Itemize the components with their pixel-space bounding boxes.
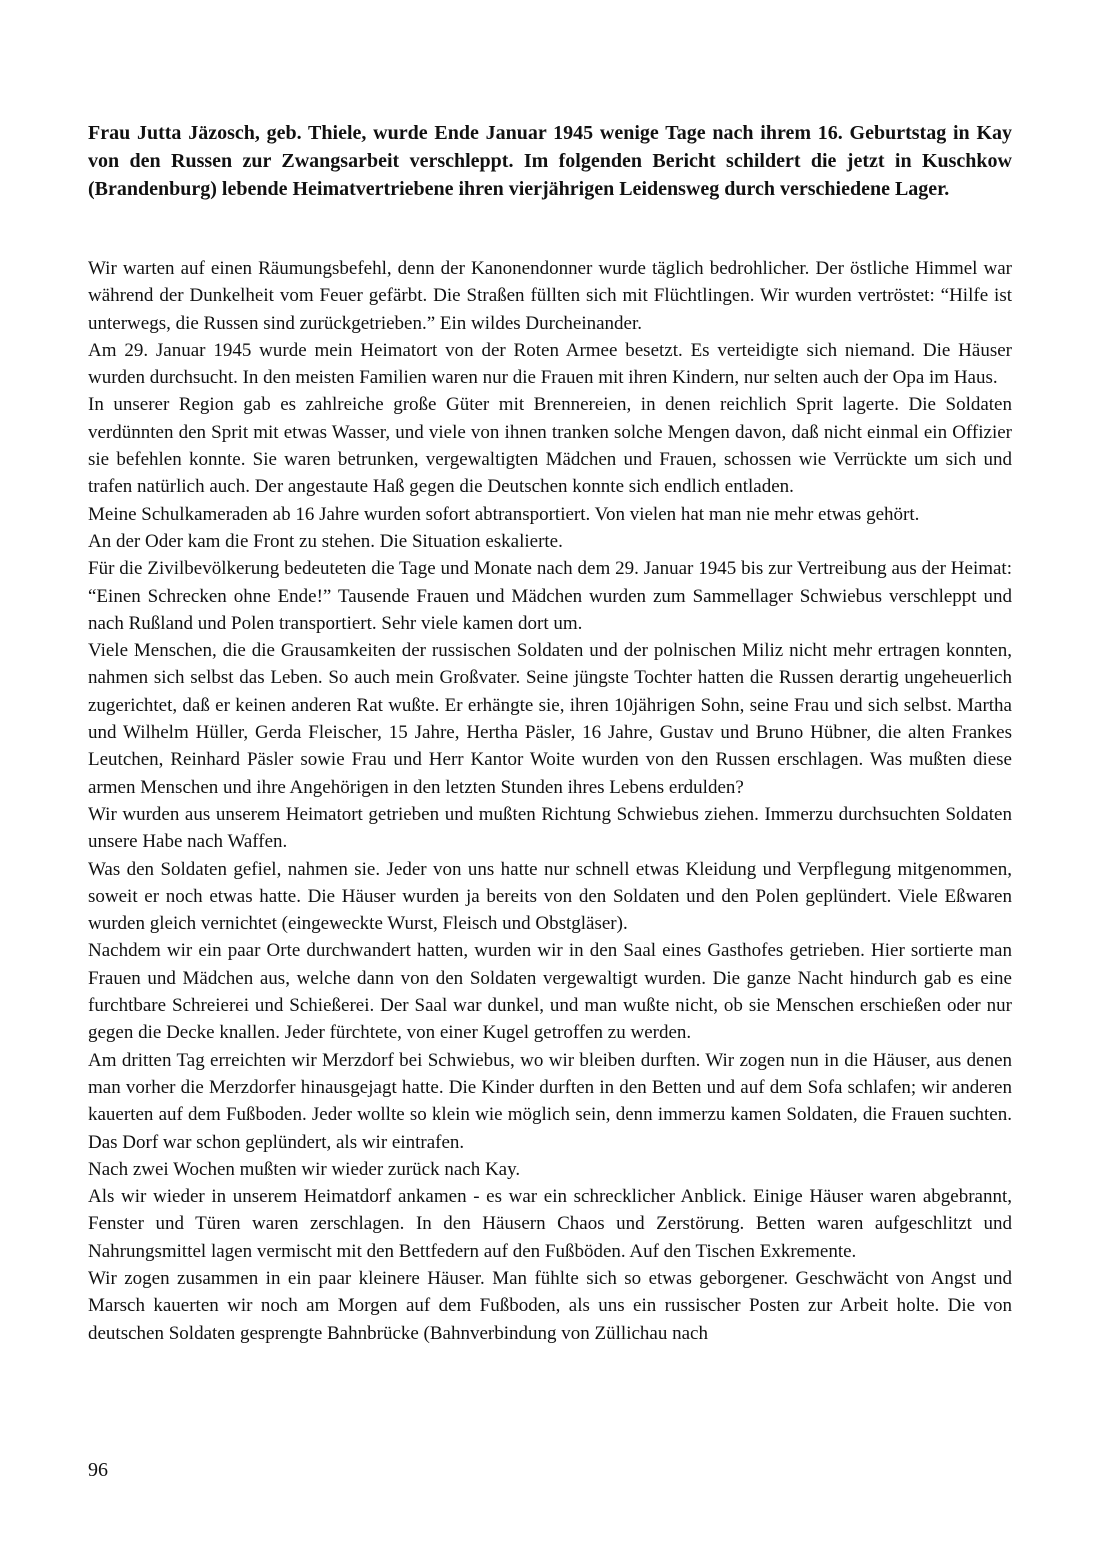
body-paragraph: Viele Menschen, die die Grausamkeiten der russischen Soldaten und der polnischen Miliz nicht mehr ertragen konnten, nahmen sich selbst das Leben. So auch mein Großvater. Seine jüngste Tochter hatten die Russen derartig ungeheuerlich zugerichtet, daß er keinen anderen Rat wußte. Er erhängte sie, ihren 10jährigen Sohn, seine Frau und sich selbst. Martha und Wilhelm Hüller, Gerda Fleischer, 15 Jahre, Hertha Päsler, 16 Jahre, Gustav und Bruno Hübner, die alten Frankes Leutchen, Reinhard Päsler sowie Frau und Herr Kantor Woite wurden von den Russen erschlagen. Was mußten diese armen Menschen und ihre Angehörigen in den letzten Stunden ihres Lebens erdulden? [88,640,1012,798]
body-paragraph: Am 29. Januar 1945 wurde mein Heimatort von der Roten Armee besetzt. Es verteidigte sich niemand. Die Häuser wurden durchsucht. In den meisten Familien waren nur die Frauen mit ihren Kindern, nur selten auch der Opa im Haus. [88,339,1012,389]
page-number: 96 [88,1459,108,1481]
body-paragraph: Am dritten Tag erreichten wir Merzdorf bei Schwiebus, wo wir bleiben durften. Wir zogen nun in die Häuser, aus denen man vorher die Merzdorfer hinausgejagt hatte. Die Kinder durften in den Betten und auf dem Sofa schlafen; wir anderen kauerten auf dem Fußboden. Jeder wollte so klein wie möglich sein, denn immerzu kamen Soldaten, die Frauen suchten. Das Dorf war schon geplündert, als wir eintrafen. [88,1049,1012,1153]
body-paragraph: In unserer Region gab es zahlreiche große Güter mit Brennereien, in denen reichlich Sprit lagerte. Die Soldaten verdünnten den Sprit mit etwas Wasser, und viele von ihnen tranken solche Mengen davon, daß nicht einmal ein Offizier sie befehlen konnte. Sie waren betrunken, vergewaltigten Mädchen und Frauen, schossen wie Verrückte um sich und trafen natürlich auch. Der angestaute Haß gegen die Deutschen konnte sich endlich entladen. [88,394,1012,498]
body-paragraph: Was den Soldaten gefiel, nahmen sie. Jeder von uns hatte nur schnell etwas Kleidung und Verpflegung mitgenommen, soweit er noch etwas hatte. Die Häuser wurden ja bereits von den Soldaten und den Polen geplündert. Viele Eßwaren wurden gleich vernichtet (eingeweckte Wurst, Fleisch und Obstgläser). [88,858,1012,935]
body-paragraph: Für die Zivilbevölkerung bedeuteten die Tage und Monate nach dem 29. Januar 1945 bis zur Vertreibung aus der Heimat: “Einen Schrecken ohne Ende!” Tausende Frauen und Mädchen wurden zum Sammellager Schwiebus verschleppt und nach Rußland und Polen transportiert. Sehr viele kamen dort um. [88,558,1012,634]
body-paragraph: An der Oder kam die Front zu stehen. Die Situation eskalierte. [88,530,563,552]
body-paragraph: Wir wurden aus unserem Heimatort getrieben und mußten Richtung Schwiebus ziehen. Immerzu durchsuchten Soldaten unsere Habe nach Waffen. [88,803,1012,853]
body-paragraph: Meine Schulkameraden ab 16 Jahre wurden sofort abtransportiert. Von vielen hat man nie mehr etwas gehört. [88,503,920,525]
body-paragraph: Nachdem wir ein paar Orte durchwandert hatten, wurden wir in den Saal eines Gasthofes getrieben. Hier sortierte man Frauen und Mädchen aus, welche dann von den Soldaten vergewaltigt wurden. Die ganze Nacht hindurch gab es eine furchtbare Schreierei und Schießerei. Der Saal war dunkel, und man wußte nicht, ob sie Menschen erschießen oder nur gegen die Decke knallen. Jeder fürchtete, von einer Kugel getroffen zu werden. [88,940,1012,1044]
body-paragraph: Wir warten auf einen Räumungsbefehl, denn der Kanonendonner wurde täglich bedrohlicher. Der östliche Himmel war während der Dunkelheit vom Feuer gefärbt. Die Straßen füllten sich mit Flüchtlingen. Wir wurden vertröstet: “Hilfe ist unterwegs, die Russen sind zurückgetrieben.” Ein wildes Durcheinander. [88,258,1012,334]
body-text [88,255,1012,1347]
intro-paragraph: Frau Jutta Jäzosch, geb. Thiele, wurde Ende Januar 1945 wenige Tage nach ihrem 16. Geburtstag in Kay von den Russen zur Zwangsarbeit verschleppt. Im folgenden Bericht schildert die jetzt in Kuschkow (Brandenburg) lebende Heimatvertriebene ihren vierjährigen Leidensweg durch verschiedene Lager. [88,122,1012,200]
body-paragraph: Als wir wieder in unserem Heimatdorf ankamen - es war ein schrecklicher Anblick. Einige Häuser waren abgebrannt, Fenster und Türen waren zerschlagen. In den Häusern Chaos und Zerstörung. Betten waren aufgeschlitzt und Nahrungsmittel lagen vermischt mit den Bettfedern auf den Fußböden. Auf den Tischen Exkremente. [88,1186,1012,1262]
body-paragraph: Nach zwei Wochen mußten wir wieder zurück nach Kay. [88,1158,521,1180]
body-paragraph: Wir zogen zusammen in ein paar kleinere Häuser. Man fühlte sich so etwas geborgener. Geschwächt von Angst und Marsch kauerten wir noch am Morgen auf dem Fußboden, als uns ein russischer Posten zur Arbeit holte. Die von deutschen Soldaten gesprengte Bahnbrücke (Bahnverbindung von Züllichau nach [88,1267,1012,1344]
